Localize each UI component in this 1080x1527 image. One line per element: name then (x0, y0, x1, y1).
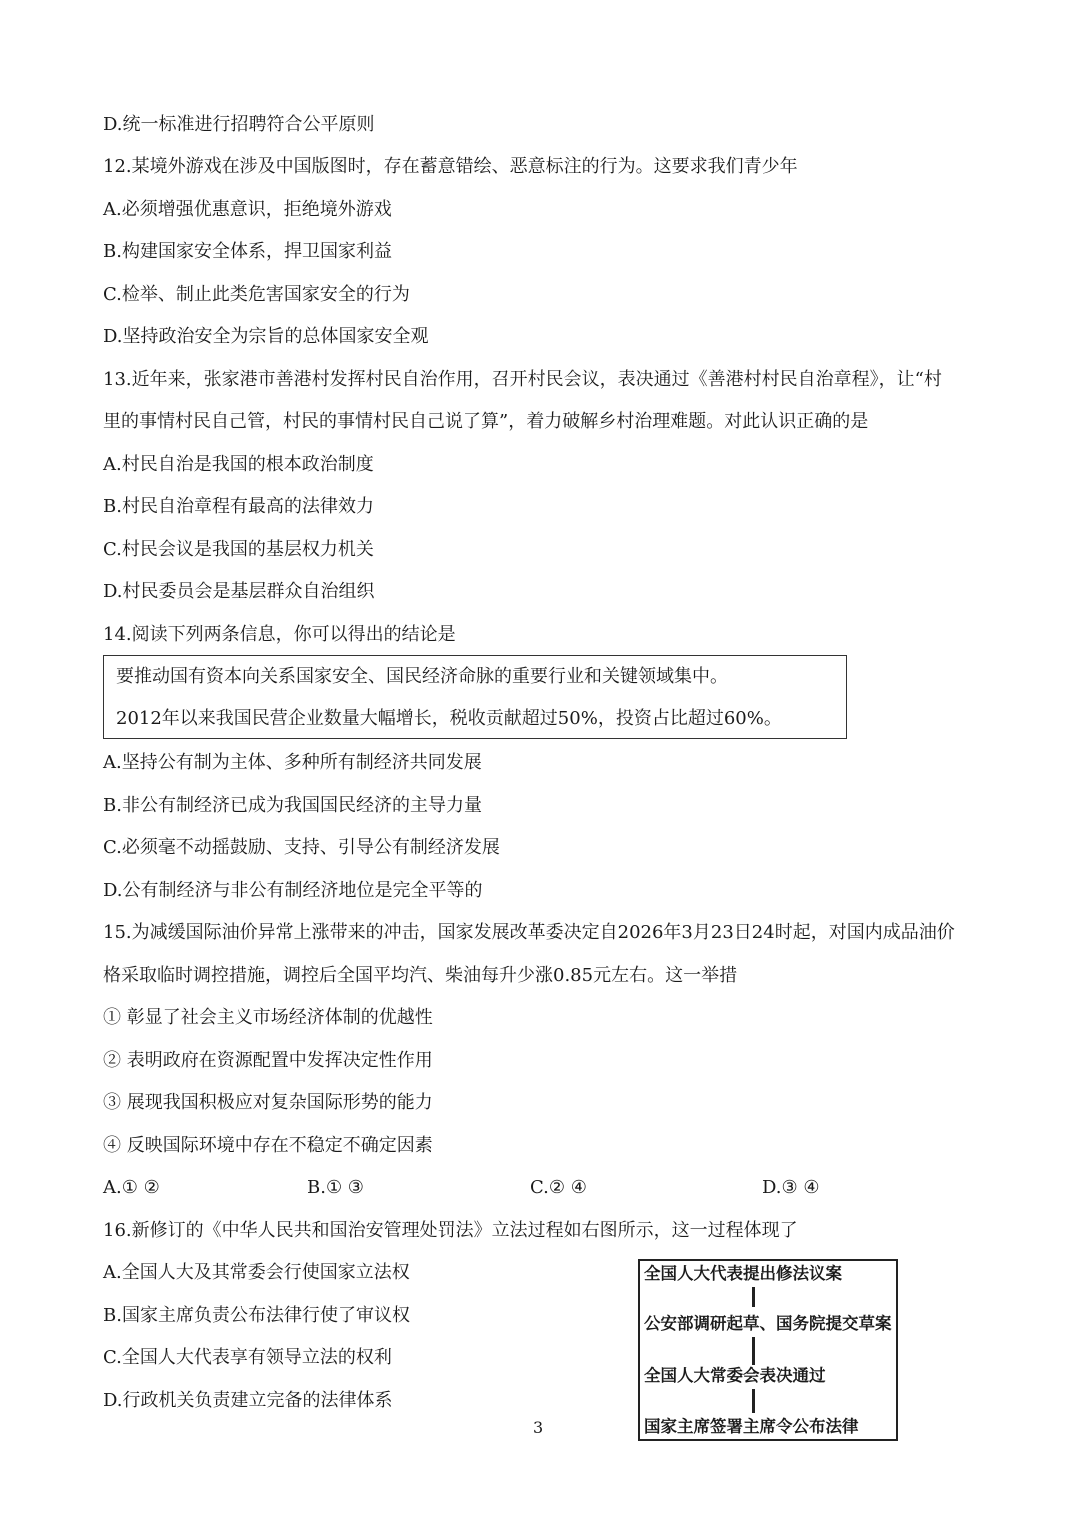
q14-stem: 14.阅读下列两条信息，你可以得出的结论是 (103, 624, 456, 645)
q14-option-d: D.公有制经济与非公有制经济地位是完全平等的 (103, 880, 483, 901)
q16-stem: 16.新修订的《中华人民共和国治安管理处罚法》立法过程如右图所示，这一过程体现了 (103, 1220, 798, 1241)
q13-option-a: A.村民自治是我国的根本政治制度 (103, 454, 374, 475)
q14-option-b: B.非公有制经济已成为我国国民经济的主导力量 (103, 795, 482, 816)
q16-option-b: B.国家主席负责公布法律行使了审议权 (103, 1305, 410, 1326)
flow-step-3: 全国人大常委会表决通过 (644, 1366, 826, 1385)
q15-choice-d: D.③ ④ (762, 1177, 820, 1198)
q15-choice-b: B.① ③ (307, 1177, 364, 1198)
info-line-1: 要推动国有资本向关系国家安全、国民经济命脉的重要行业和关键领域集中。 (116, 666, 728, 687)
q13-stem-line2: 里的事情村民自己管，村民的事情村民自己说了算”，着力破解乡村治理难题。对此认识正确的是 (103, 411, 869, 432)
q15-choice-c: C.② ④ (530, 1177, 587, 1198)
q12-option-a: A.必须增强优惠意识，拒绝境外游戏 (103, 199, 392, 220)
q16-option-d: D.行政机关负责建立完备的法律体系 (103, 1390, 393, 1411)
q15-item-2: ② 表明政府在资源配置中发挥决定性作用 (103, 1050, 433, 1071)
flow-step-2: 公安部调研起草、国务院提交草案 (644, 1314, 892, 1333)
flow-connector (752, 1287, 755, 1307)
q12-stem: 12.某境外游戏在涉及中国版图时，存在蓄意错绘、恶意标注的行为。这要求我们青少年 (103, 156, 798, 177)
q14-option-a: A.坚持公有制为主体、多种所有制经济共同发展 (103, 752, 482, 773)
q15-choice-a: A.① ② (103, 1177, 160, 1198)
info-line-2: 2012年以来我国民营企业数量大幅增长，税收贡献超过50%，投资占比超过60%。 (116, 708, 782, 729)
legislation-flowchart (638, 1259, 898, 1441)
q14-info-box (103, 655, 847, 739)
flow-step-1: 全国人大代表提出修法议案 (644, 1264, 842, 1283)
q16-option-c: C.全国人大代表享有领导立法的权利 (103, 1347, 392, 1368)
q15-item-4: ④ 反映国际环境中存在不稳定不确定因素 (103, 1135, 433, 1156)
q16-option-a: A.全国人大及其常委会行使国家立法权 (103, 1262, 410, 1283)
q15-item-3: ③ 展现我国积极应对复杂国际形势的能力 (103, 1092, 433, 1113)
q12-option-d: D.坚持政治安全为宗旨的总体国家安全观 (103, 326, 429, 347)
q15-item-1: ① 彰显了社会主义市场经济体制的优越性 (103, 1007, 433, 1028)
q12-option-b: B.构建国家安全体系，捍卫国家利益 (103, 241, 392, 262)
q13-stem-line1: 13.近年来，张家港市善港村发挥村民自治作用，召开村民会议，表决通过《善港村村民自治章程》，让“村 (103, 369, 942, 390)
q15-stem-line2: 格采取临时调控措施，调控后全国平均汽、柴油每升少涨0.85元左右。这一举措 (103, 965, 738, 986)
q13-option-b: B.村民自治章程有最高的法律效力 (103, 496, 374, 517)
q12-option-c: C.检举、制止此类危害国家安全的行为 (103, 284, 410, 305)
q11-option-d: D.统一标准进行招聘符合公平原则 (103, 114, 375, 135)
flow-connector (752, 1389, 755, 1413)
flow-step-4: 国家主席签署主席令公布法律 (644, 1417, 859, 1436)
page-number: 3 (533, 1418, 544, 1437)
q13-option-c: C.村民会议是我国的基层权力机关 (103, 539, 374, 560)
q14-option-c: C.必须毫不动摇鼓励、支持、引导公有制经济发展 (103, 837, 500, 858)
q13-option-d: D.村民委员会是基层群众自治组织 (103, 581, 375, 602)
q15-stem-line1: 15.为减缓国际油价异常上涨带来的冲击，国家发展改革委决定自2026年3月23日24时起，对国内成品油价 (103, 922, 955, 943)
flow-connector (752, 1337, 755, 1365)
